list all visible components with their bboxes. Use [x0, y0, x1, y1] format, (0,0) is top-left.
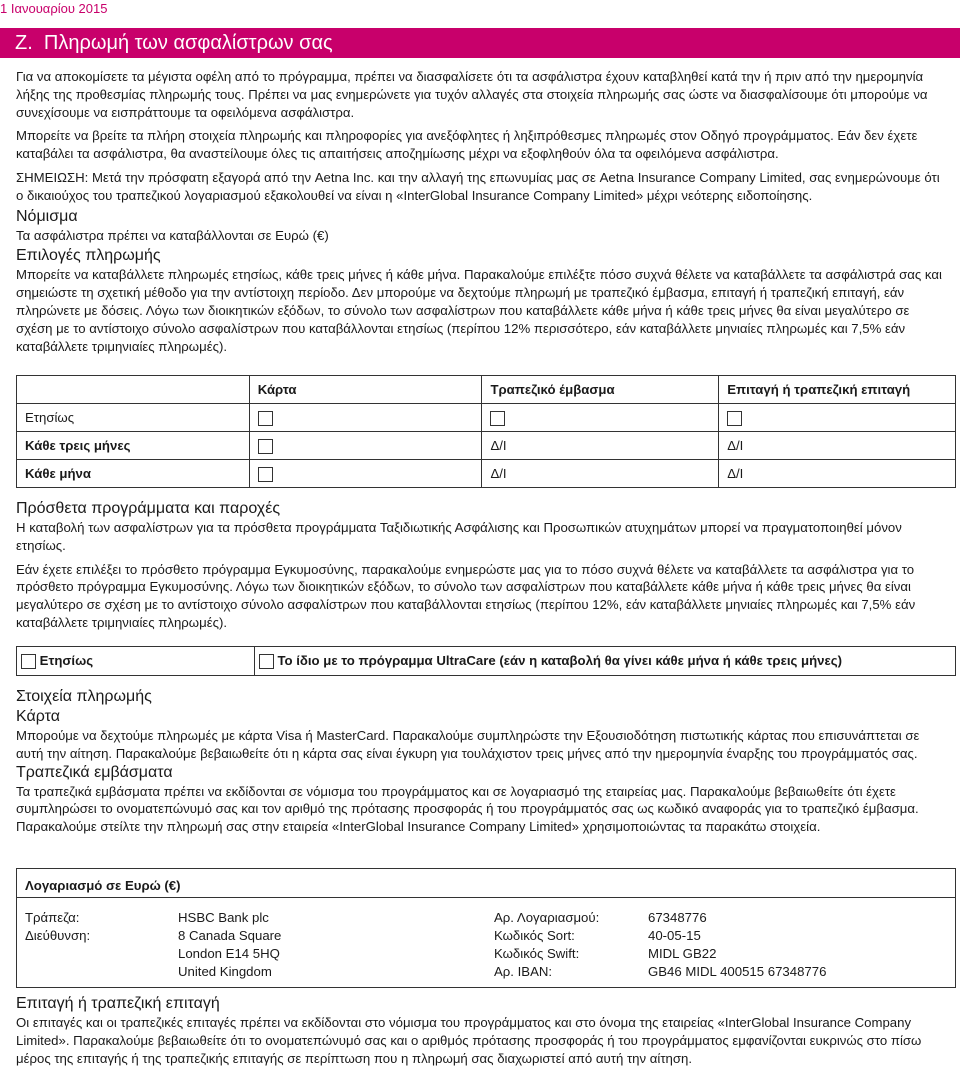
sort-code-label: Κωδικός Sort: [494, 928, 575, 943]
option-annual-checkbox[interactable] [21, 654, 36, 669]
intro-section [16, 68, 946, 355]
swift-code-label: Κωδικός Swift: [494, 946, 580, 961]
column-header-card: Κάρτα [249, 376, 482, 404]
row-label-annual: Ετησίως [17, 404, 250, 432]
annual-card-checkbox[interactable] [258, 411, 273, 426]
additional-paragraph-1: Η καταβολή των ασφαλίστρων για τα πρόσθετα προγράμματα Ταξιδιωτικής Ασφάλισης και Προσωπικών ατυχημάτων μπορεί να πραγματοποιηθεί μόνον ετησίως. [16, 520, 902, 553]
payment-details-section [16, 687, 946, 836]
address-line-3: United Kingdom [178, 964, 272, 979]
column-header-bank-transfer: Τραπεζικό έμβασμα [482, 376, 719, 404]
sort-code: 40-05-15 [648, 928, 701, 943]
annual-cheque-checkbox[interactable] [727, 411, 742, 426]
options-row [17, 647, 956, 676]
address-label: Διεύθυνση: [25, 928, 91, 943]
account-number: 67348776 [648, 910, 707, 925]
option-same-as-ultracare-checkbox[interactable] [259, 654, 274, 669]
iban: GB46 MIDL 400515 67348776 [648, 964, 827, 979]
document-date: 1 Ιανουαρίου 2015 [0, 1, 108, 16]
table-row [17, 460, 956, 488]
intro-paragraph-2: Μπορείτε να βρείτε τα πλήρη στοιχεία πληρωμής και πληροφορίες για ανεξόφλητες ή ληξιπρόθεσμες πληρωμές στον Οδηγό προγράμματος. Εάν δεν έχετε καταβάλει τα ασφάλιστρα, θα αναστείλουμε όλες τις απαιτήσεις αποζημίωσης μέχρι να εξοφληθούν όλα τα οφειλόμενα ασφάλιστρα. [16, 128, 918, 162]
option-same-cell [254, 647, 955, 676]
column-header-cheque: Επιταγή ή τραπεζική επιταγή [719, 376, 956, 404]
card-text: Μπορούμε να δεχτούμε πληρωμές με κάρτα Visa ή MasterCard. Παρακαλούμε συμπληρώστε την Εξουσιοδότηση πιστωτικής κάρτας που επισυνάπτεται σε αυτή την αίτηση. Παρακαλούμε βεβαιωθείτε ότι η κάρτα σας είναι έγκυρη για τουλάχιστον τρεις μήνες από την ημερομηνία έναρξης του προγράμματός σας. [16, 728, 920, 761]
table-header-row [17, 376, 956, 404]
option-annual-cell [17, 647, 255, 676]
cheque-heading: Επιταγή ή τραπεζική επιταγή [16, 995, 220, 1012]
address-line-2: London E14 5HQ [178, 946, 280, 961]
cheque-section [16, 994, 946, 1067]
account-number-label: Αρ. Λογαριασμού: [494, 910, 600, 925]
monthly-transfer-na: Δ/Ι [482, 460, 719, 488]
divider [17, 897, 955, 898]
bank-values-left [178, 909, 281, 981]
additional-heading: Πρόσθετα προγράμματα και παροχές [16, 500, 281, 517]
iban-label: Αρ. IBAN: [494, 964, 553, 979]
address-line-1: 8 Canada Square [178, 928, 282, 943]
option-same-label: Το ίδιο με το πρόγραμμα UltraCare (εάν η καταβολή θα γίνει κάθε μήνα ή κάθε τρεις μήνες) [277, 653, 843, 669]
table-row [17, 404, 956, 432]
row-label-monthly: Κάθε μήνα [17, 460, 250, 488]
section-title: Ζ. Πληρωμή των ασφαλίστρων σας [15, 32, 333, 54]
row-label-quarterly: Κάθε τρεις μήνες [17, 432, 250, 460]
monthly-cheque-na: Δ/Ι [719, 460, 956, 488]
bank-labels-right [494, 909, 599, 981]
quarterly-cheque-na: Δ/Ι [719, 432, 956, 460]
currency-heading: Νόμισμα [16, 207, 78, 225]
bank-label: Τράπεζα: [25, 910, 80, 925]
annual-transfer-checkbox[interactable] [490, 411, 505, 426]
intro-note: ΣΗΜΕΙΩΣΗ: Μετά την πρόσφατη εξαγορά από την Aetna Inc. και την αλλαγή της επωνυμίας μας σε Aetna Insurance Company Limited, σας ενημερώνουμε ότι ο δικαιούχος του τραπεζικού λογαριασμού εξακολουθεί να είναι η «InterGlobal Insurance Company Limited» μέχρι νεότερης ειδοποίησης. [16, 169, 940, 203]
payment-options-text: Μπορείτε να καταβάλλετε πληρωμές ετησίως, κάθε τρεις μήνες ή κάθε μήνα. Παρακαλούμε επιλέξτε πόσο συχνά θέλετε να καταβάλλετε τα ασφάλιστρά σας και σημειώστε τη σχετική μέθοδο για την αντίστοιχη περίοδο. Δεν μπορούμε να δεχτούμε πληρωμή με τραπεζικό έμβασμα, επιταγή ή τραπεζική επιταγή, εάν πληρώνετε με δόσεις. Λόγω των διοικητικών εξόδων, το σύνολο των ασφαλίστρων που καταβάλλετε κάθε μήνα ή κάθε τρεις μήνες θα είναι μεγαλύτερο σε σχέση με το αντίστοιχο σύνολο ασφαλίστρων που καταβάλλονται ετησίως (περίπου 12% περισσότερο, εάν καταβάλλετε μηνιαίες πληρωμές και 7,5% εάν καταβάλλετε τριμηνιαίες πληρωμές). [16, 267, 942, 354]
bank-transfer-text: Τα τραπεζικά εμβάσματα πρέπει να εκδίδονται σε νόμισμα του προγράμματος και σε λογαριασμό της εταιρείας μας. Παρακαλούμε βεβαιωθείτε ότι έχετε συμπληρώσει το ονοματεπώνυμό σας και τον αριθμό της πρότασης προσφοράς ή του προγράμματός σας ως κωδικό αναφοράς για το τραπεζικό έμβασμα. Παρακαλούμε στείλτε την πληρωμή σας στην εταιρεία «InterGlobal Insurance Company Limited» χρησιμοποιώντας τα παρακάτω στοιχεία. [16, 783, 919, 835]
swift-code: MIDL GB22 [648, 946, 717, 961]
cheque-text: Οι επιταγές και οι τραπεζικές επιταγές πρέπει να εκδίδονται στο νόμισμα του προγράμματος και στο όνομα της εταιρείας «InterGlobal Insurance Company Limited». Παρακαλούμε βεβαιωθείτε ότι το ονοματεπώνυμό σας και ο αριθμός πρότασης προσφοράς ή του προγράμματος εμφανίζονται ευκρινώς στο πίσω μέρος της επιταγής ή της τραπεζικής επιταγής σε περίπτωση που η πληρωμή σας διαχωριστεί από αυτή την αίτηση. [16, 1015, 922, 1066]
quarterly-card-checkbox[interactable] [258, 439, 273, 454]
payment-details-heading: Στοιχεία πληρωμής [16, 688, 152, 705]
bank-account-title: Λογαριασμό σε Ευρώ (€) [25, 878, 181, 893]
bank-values-right [648, 909, 826, 981]
additional-paragraph-2: Εάν έχετε επιλέξει το πρόσθετο πρόγραμμα Εγκυμοσύνης, παρακαλούμε ενημερώστε μας για το πόσο συχνά θέλετε να καταβάλλετε τα ασφάλιστρα για το πρόσθετο πρόγραμμα Εγκυμοσύνης. Λόγω των διοικητικών εξόδων, το σύνολο των ασφαλίστρων που καταβάλλετε κάθε μήνα ή κάθε τρεις μήνες θα είναι μεγαλύτερο σε σχέση με το αντίστοιχο σύνολο ασφαλίστρων που καταβάλλονται ετησίως (περίπου 12%, εάν καταβάλλετε μηνιαίες πληρωμές και 7,5% εάν καταβάλλετε τριμηνιαίες πληρωμές). [16, 561, 916, 630]
option-annual-label: Ετησίως [39, 653, 94, 669]
bank-name: HSBC Bank plc [178, 910, 269, 925]
intro-paragraph-1: Για να αποκομίσετε τα μέγιστα οφέλη από το πρόγραμμα, πρέπει να διασφαλίσετε ότι τα ασφάλιστρα έχουν καταβληθεί κατά την ή πριν από την ημερομηνία λήξης της προθεσμίας πληρωμής τους. Πρέπει να μας ενημερώνετε για τυχόν αλλαγές στα στοιχεία πληρωμής σας ώστε να διασφαλίσουμε ότι μπορούμε να συνεχίσουμε να εισπράττουμε τα οφειλόμενα ασφάλιστρα. [16, 69, 928, 120]
additional-options-table [16, 646, 956, 676]
additional-section [16, 499, 946, 632]
table-corner-cell [17, 376, 250, 404]
currency-text: Τα ασφάλιστρα πρέπει να καταβάλλονται σε Ευρώ (€) [16, 227, 329, 243]
monthly-card-checkbox[interactable] [258, 467, 273, 482]
payment-options-heading: Επιλογές πληρωμής [16, 247, 161, 265]
bank-transfer-heading: Τραπεζικά εμβάσματα [16, 763, 173, 781]
quarterly-transfer-na: Δ/Ι [482, 432, 719, 460]
table-row [17, 432, 956, 460]
section-banner [0, 28, 960, 58]
bank-labels-left [25, 909, 90, 945]
card-heading: Κάρτα [16, 708, 60, 725]
bank-account-box [16, 868, 956, 988]
payment-method-table [16, 375, 956, 488]
